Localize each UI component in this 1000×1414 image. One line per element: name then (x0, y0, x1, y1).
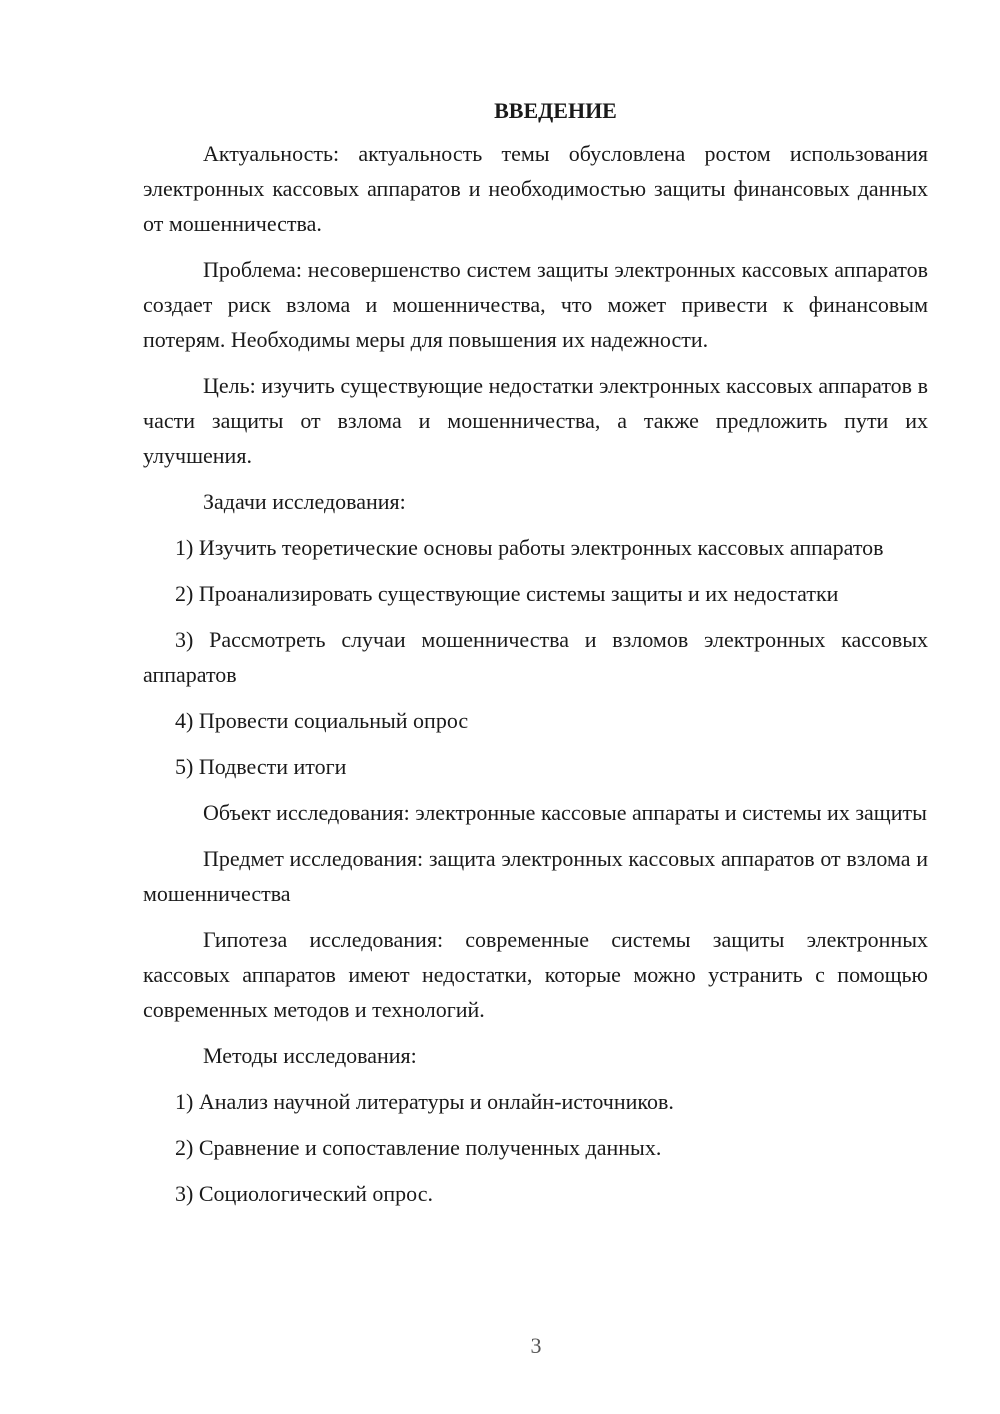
object-paragraph: Объект исследования: электронные кассовые аппараты и системы их защиты (203, 800, 927, 825)
hypothesis-paragraph: Гипотеза исследования: современные системы защиты электронных кассовых аппаратов имеют недостатки, которые можно устранить с помощью современных методов и технологий. (143, 927, 928, 1022)
task-item: 1) Изучить теоретические основы работы электронных кассовых аппаратов (175, 535, 884, 560)
task-item: 5) Подвести итоги (175, 754, 347, 779)
problem-paragraph: Проблема: несовершенство систем защиты электронных кассовых аппаратов создает риск взлома и мошенничества, что может привести к финансовым потерям. Необходимы меры для повышения их надежности. (143, 257, 928, 352)
method-item: 3) Социологический опрос. (175, 1181, 433, 1206)
document-page (143, 96, 928, 1222)
method-item: 2) Сравнение и сопоставление полученных данных. (175, 1135, 662, 1160)
subject-paragraph: Предмет исследования: защита электронных кассовых аппаратов от взлома и мошенничества (143, 846, 928, 906)
method-item: 1) Анализ научной литературы и онлайн-источников. (175, 1089, 674, 1114)
task-item: 4) Провести социальный опрос (175, 708, 469, 733)
tasks-list (143, 530, 928, 784)
task-item: 3) Рассмотреть случаи мошенничества и взломов электронных кассовых аппаратов (143, 627, 928, 687)
relevance-paragraph: Актуальность: актуальность темы обусловлена ростом использования электронных кассовых аппаратов и необходимостью защиты финансовых данных от мошенничества. (143, 141, 928, 236)
page-number: 3 (530, 1333, 542, 1358)
section-title: ВВЕДЕНИЕ (494, 98, 617, 123)
task-item: 2) Проанализировать существующие системы защиты и их недостатки (175, 581, 839, 606)
methods-list (143, 1084, 928, 1211)
goal-paragraph: Цель: изучить существующие недостатки электронных кассовых аппаратов в части защиты от взлома и мошенничества, а также предложить пути их улучшения. (143, 373, 928, 468)
methods-heading: Методы исследования: (203, 1043, 417, 1068)
tasks-heading: Задачи исследования: (203, 489, 406, 514)
